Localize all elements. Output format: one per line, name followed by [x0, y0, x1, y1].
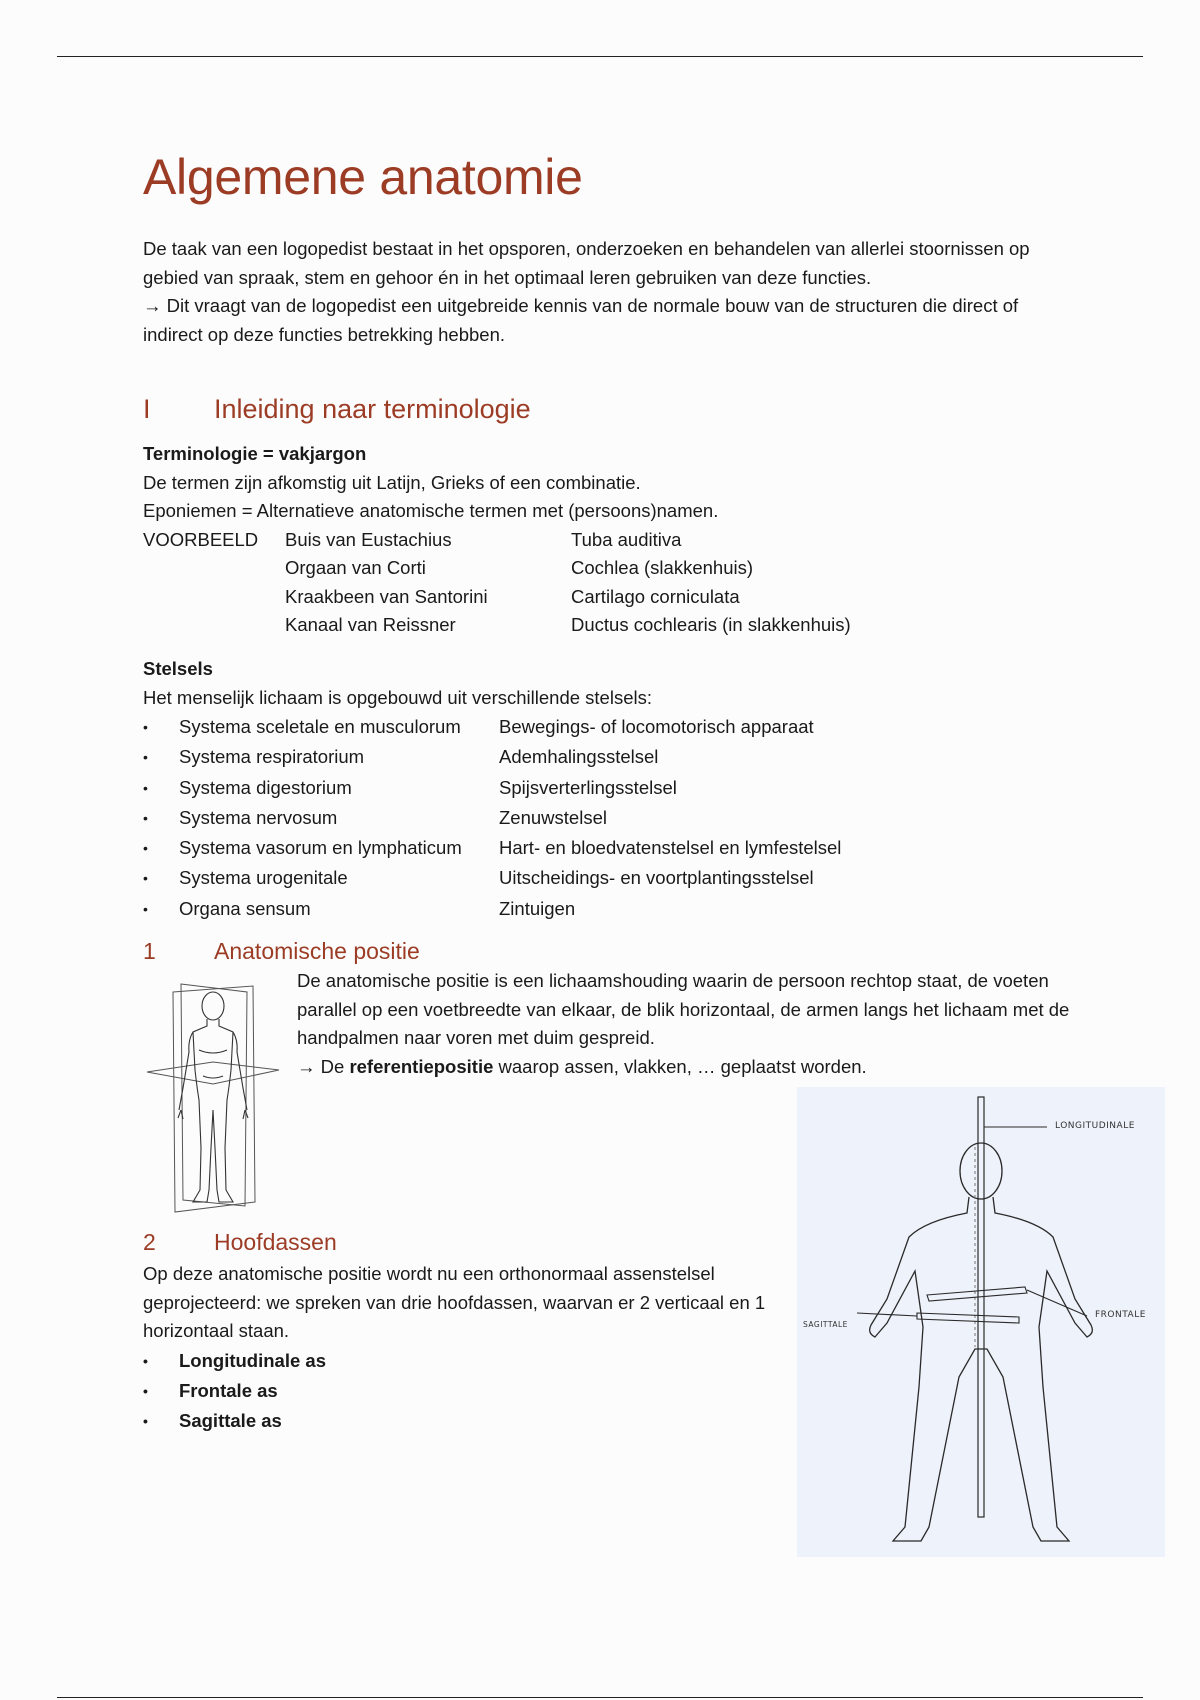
bullet: • — [143, 779, 148, 796]
section-heading-terminologie — [143, 394, 531, 425]
anatomical-position-text — [297, 967, 1087, 1081]
list-item — [143, 742, 1073, 772]
bullet: • — [143, 1352, 148, 1369]
axes-figure — [797, 1087, 1165, 1557]
list-item — [143, 1346, 783, 1376]
axis-name: Longitudinale as — [179, 1349, 326, 1371]
examples-table — [143, 526, 1073, 640]
terminology-block — [143, 440, 1073, 640]
list-item — [143, 1376, 783, 1406]
bullet: • — [143, 749, 148, 766]
hoofdassen-block — [143, 1260, 783, 1436]
example-eponym: Orgaan van Corti — [285, 557, 426, 578]
bullet: • — [143, 900, 148, 917]
list-item — [143, 894, 1073, 924]
bullet: • — [143, 719, 148, 735]
stelsels-intro: Het menselijk lichaam is opgebouwd uit verschillende stelsels: — [143, 686, 652, 708]
system-latin: Systema sceletale en musculorum — [179, 716, 461, 737]
human-figure — [178, 992, 248, 1202]
bullet: • — [143, 1413, 148, 1430]
footer-rule — [57, 1697, 1143, 1698]
system-dutch: Zintuigen — [499, 897, 576, 919]
example-label: VOORBEELD — [143, 528, 259, 550]
example-eponym: Buis van Eustachius — [285, 528, 452, 550]
system-latin: Organa sensum — [179, 897, 311, 919]
list-item — [143, 863, 1073, 893]
section-title: Anatomische positie — [214, 938, 420, 964]
example-eponym: Kraakbeen van Santorini — [285, 585, 488, 607]
longitudinal-label: LONGITUDINALE — [1055, 1121, 1135, 1131]
axis-name: Sagittale as — [179, 1410, 282, 1432]
example-eponym: Kanaal van Reissner — [285, 614, 456, 635]
hoofdassen-paragraph: Op deze anatomische positie wordt nu een orthonormaal assenstelsel geprojecteerd: we spreken van drie hoofdassen, waarvan er 2 verticaal en 1 horizontaal staan. — [143, 1263, 766, 1341]
system-latin: Systema digestorium — [179, 776, 352, 798]
page-title: Algemene anatomie — [143, 149, 583, 205]
system-dutch: Uitscheidings- en voortplantingsstelsel — [499, 867, 814, 889]
section-heading-anatomische-positie — [143, 938, 420, 965]
example-latin: Cochlea (slakkenhuis) — [571, 557, 754, 578]
section-title: Inleiding naar terminologie — [214, 394, 531, 424]
anatomical-paragraph: De anatomische positie is een lichaamshouding waarin de persoon rechtop staat, de voeten parallel op een voetbreedte van elkaar, de blik horizontaal, de armen langs het lichaam met de handpalmen naar voren met duim gespreid. — [297, 970, 1070, 1048]
stelsels-list — [143, 712, 1073, 924]
system-dutch: Zenuwstelsel — [499, 806, 607, 828]
longitudinal-axis — [975, 1097, 1047, 1517]
section-number: I — [143, 394, 151, 424]
bullet: • — [143, 809, 148, 826]
sagittal-label: SAGITTALE — [803, 1320, 848, 1329]
example-latin: Cartilago corniculata — [571, 585, 740, 607]
bullet: • — [143, 840, 148, 857]
list-item — [143, 712, 1073, 742]
anatomical-position-figure — [143, 980, 283, 1216]
list-item — [143, 833, 1073, 863]
system-latin: Systema urogenitale — [179, 867, 348, 889]
axis-name: Frontale as — [179, 1379, 278, 1401]
horizontal-plane — [147, 1062, 279, 1084]
frontal-plane — [181, 984, 247, 1206]
example-latin: Tuba auditiva — [571, 528, 682, 550]
section-title: Hoofdassen — [214, 1229, 337, 1255]
system-dutch: Bewegings- of locomotorisch apparaat — [499, 716, 814, 737]
referentiepositie-term: referentiepositie — [349, 1055, 494, 1077]
system-dutch: Ademhalingsstelsel — [499, 746, 659, 768]
body-outline — [870, 1143, 1093, 1541]
sagittal-axis — [857, 1313, 1019, 1323]
bullet: • — [143, 1382, 148, 1399]
intro-block — [143, 235, 1073, 349]
eponyms-definition: Eponiemen = Alternatieve anatomische termen met (persoons)namen. — [143, 500, 719, 521]
intro-arrow-line: → Dit vraagt van de logopedist een uitgebreide kennis van de normale bouw van de structuren die direct of indirect op deze functies betrekking hebben. — [143, 295, 1019, 345]
intro-paragraph: De taak van een logopedist bestaat in het opsporen, onderzoeken en behandelen van allerlei stoornissen op gebied van spraak, stem en gehoor én in het optimaal leren gebruiken van deze functies. — [143, 238, 1030, 288]
header-rule — [57, 56, 1143, 57]
section-heading-hoofdassen — [143, 1229, 337, 1256]
list-item — [143, 803, 1073, 833]
system-latin: Systema vasorum en lymphaticum — [179, 837, 462, 859]
stelsels-heading: Stelsels — [143, 658, 213, 679]
term-origin: De termen zijn afkomstig uit Latijn, Grieks of een combinatie. — [143, 471, 641, 493]
system-latin: Systema respiratorium — [179, 746, 365, 768]
axes-list — [143, 1346, 783, 1437]
bullet: • — [143, 870, 148, 887]
frontal-label: FRONTALE — [1095, 1310, 1146, 1320]
section-number: 2 — [143, 1229, 156, 1255]
example-latin: Ductus cochlearis (in slakkenhuis) — [571, 614, 851, 635]
list-item — [143, 1406, 783, 1436]
stelsels-block — [143, 655, 1073, 924]
term-heading: Terminologie = vakjargon — [143, 443, 367, 464]
system-dutch: Hart- en bloedvatenstelsel en lymfestelsel — [499, 837, 842, 859]
system-dutch: Spijsverterlingsstelsel — [499, 776, 677, 798]
system-latin: Systema nervosum — [179, 806, 338, 828]
list-item — [143, 773, 1073, 803]
section-number: 1 — [143, 938, 156, 964]
anatomical-arrow-line: → De referentiepositie waarop assen, vlakken, … geplaatst worden. — [297, 1055, 867, 1077]
